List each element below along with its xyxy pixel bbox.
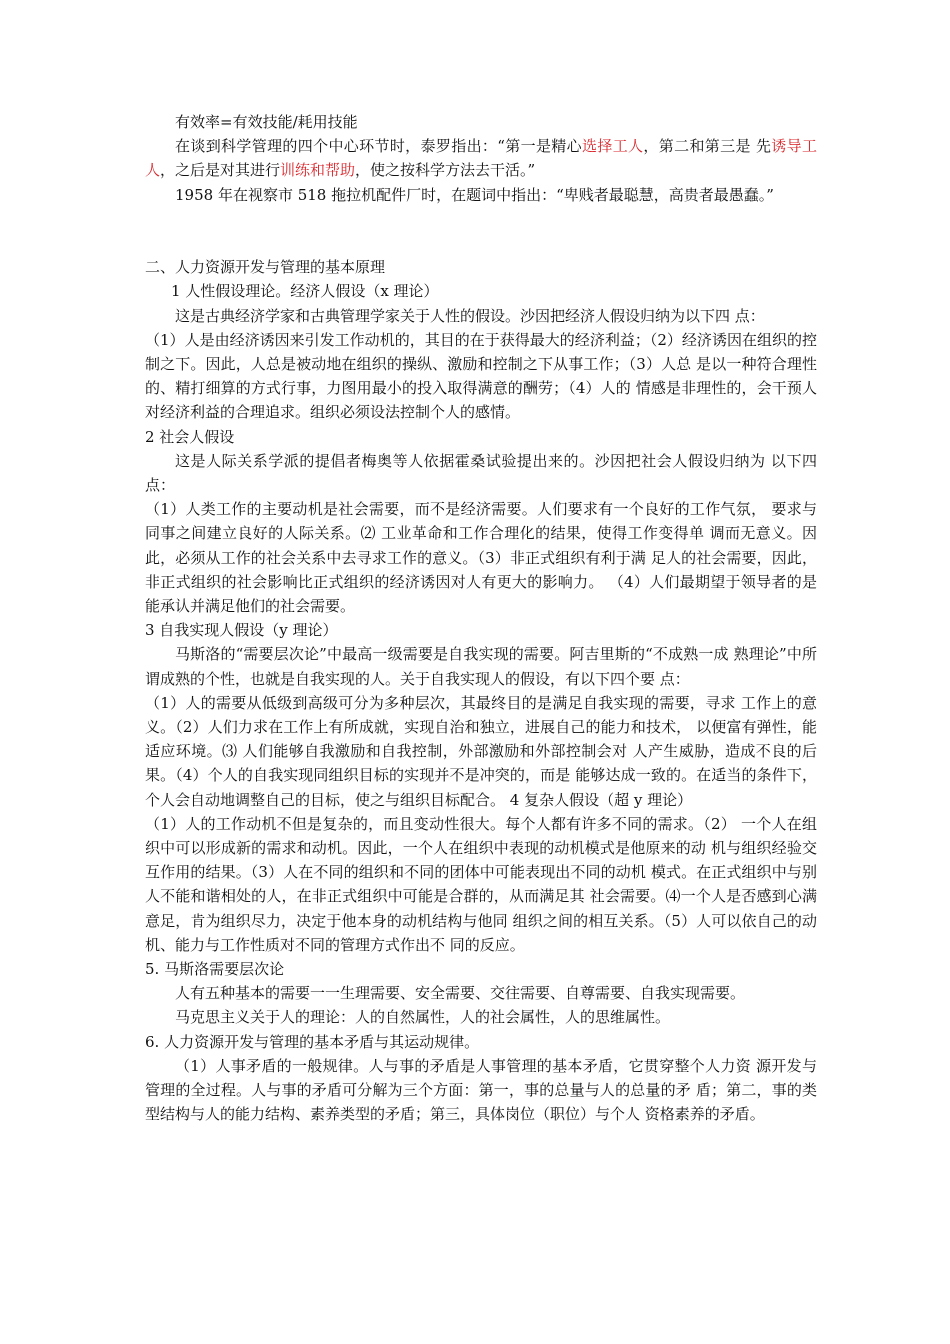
- body-paragraph: 马斯洛的“需要层次论”中最高一级需要是自我实现的需要。阿吉里斯的“不成熟一成 熟理论”中所谓成熟的个性，也就是自我实现的人。关于自我实现人的假设，有以下四个要 点：: [145, 645, 817, 688]
- subsection-heading: 5. 马斯洛需要层次论: [145, 960, 285, 979]
- quote-text: ，第二和第三是 先: [643, 137, 772, 156]
- spacer: [145, 231, 817, 255]
- body-paragraph: 这是人际关系学派的提倡者梅奥等人依据霍桑试验提出来的。沙因把社会人假设归纳为 以下四点：: [145, 451, 817, 495]
- subsection-heading: 2 社会人假设: [145, 427, 235, 446]
- quote-text: 在谈到科学管理的四个中心环节时，泰罗指出：“第一是精心: [175, 137, 583, 156]
- body-paragraph: 这是古典经济学家和古典管理学家关于人性的假设。沙因把经济人假设归纳为以下四 点：: [175, 306, 765, 325]
- quote-text: ，使之按科学方法去干活。”: [355, 161, 536, 180]
- document-page: [145, 110, 817, 1127]
- inscription-paragraph: 1958 年在视察市 518 拖拉机配件厂时，在题词中指出：“卑贱者最聪慧，高贵者最愚蠢。”: [175, 185, 774, 204]
- highlight-select-workers: 选择工人: [582, 137, 644, 156]
- subsection-heading: 1 人性假设理论。经济人假设（x 理论）: [171, 282, 439, 301]
- body-paragraph: （1）人的工作动机不但是复杂的，而且变动性很大。每个人都有许多不同的需求。（2） 一个人在组织中可以形成新的需求和动机。因此，一个人在组织中表现的动机模式是他原来的动 机与组织经验交互作用的结果。（3）人在不同的组织和不同的团体中可能表现出不同的动机 模式。在正式组织中与别人不能和谐相处的人，在非正式组织中可能是合群的，从而满足其 社会需要。⑷一个人是否感到心满意足，肯为组织尽力，决定于他本身的动机结构与他同 组织之间的相互关系。（5）人可以依自己的动机、能力与工作性质对不同的管理方式作出不 同的反应。: [145, 814, 817, 954]
- quote-text: ，之后是对其进行: [160, 161, 281, 180]
- body-paragraph: 人有五种基本的需要一一生理需要、安全需要、交往需要、自尊需要、自我实现需要。: [175, 984, 746, 1003]
- taylor-quote-paragraph: [145, 134, 817, 182]
- body-paragraph: （1）人是由经济诱因来引发工作动机的，其目的在于获得最大的经济利益；（2）经济诱因在组织的控制之下。因此，人总是被动地在组织的操纵、激励和控制之下从事工作；（3）人总 是以一种符合理性的、精打细算的方式行事，力图用最小的投入取得满意的酬劳；（4）人的 情感是非理性的，会干预人对经济利益的合理追求。组织必须设法控制个人的感情。: [145, 330, 817, 422]
- section-heading: 二、人力资源开发与管理的基本原理: [145, 258, 386, 277]
- highlight-train-help: 训练和帮助: [280, 161, 356, 180]
- body-paragraph: （1）人的需要从低级到高级可分为多种层次，其最终目的是满足自我实现的需要，寻求 工作上的意义。（2）人们力求在工作上有所成就，实现自治和独立，进展自己的能力和技术， 以便富有弹性，能适应环境。⑶ 人们能够自我激励和自我控制，外部激励和外部控制会对 人产生威胁，造成不良的后果。（4）个人的自我实现同组织目标的实现并不是冲突的，而是 能够达成一致的。在适当的条件下，个人会自动地调整自己的目标，使之与组织目标配合。 4 复杂人假设（超 y 理论）: [145, 693, 817, 809]
- subsection-heading: 6. 人力资源开发与管理的基本矛盾与其运动规律。: [145, 1032, 480, 1051]
- body-paragraph: （1）人类工作的主要动机是社会需要，而不是经济需要。人们要求有一个良好的工作气氛， 要求与同事之间建立良好的人际关系。⑵ 工业革命和工作合理化的结果，使得工作变得单 调而无意义。因此，必须从工作的社会关系中去寻求工作的意义。（3）非正式组织有利于满 足人的社会需要，因此，非正式组织的社会影响比正式组织的经济诱因对人有更大的影响力。 （4）人们最期望于领导者的是能承认并满足他们的社会需要。: [145, 500, 817, 616]
- subsection-heading: 3 自我实现人假设（y 理论）: [145, 621, 338, 640]
- spacer: [145, 207, 817, 231]
- efficiency-formula: 有效率=有效技能/耗用技能: [175, 113, 358, 131]
- highlight-induce-workers: 诱导工人: [145, 137, 817, 180]
- body-paragraph: （1）人事矛盾的一般规律。人与事的矛盾是人事管理的基本矛盾，它贯穿整个人力资 源开发与管理的全过程。人与事的矛盾可分解为三个方面：第一，事的总量与人的总量的矛 盾；第二，事的类型结构与人的能力结构、素养类型的矛盾；第三，具体岗位（职位）与个人 资格素养的矛盾。: [145, 1056, 817, 1124]
- body-paragraph: 马克思主义关于人的理论：人的自然属性，人的社会属性，人的思维属性。: [175, 1008, 671, 1027]
